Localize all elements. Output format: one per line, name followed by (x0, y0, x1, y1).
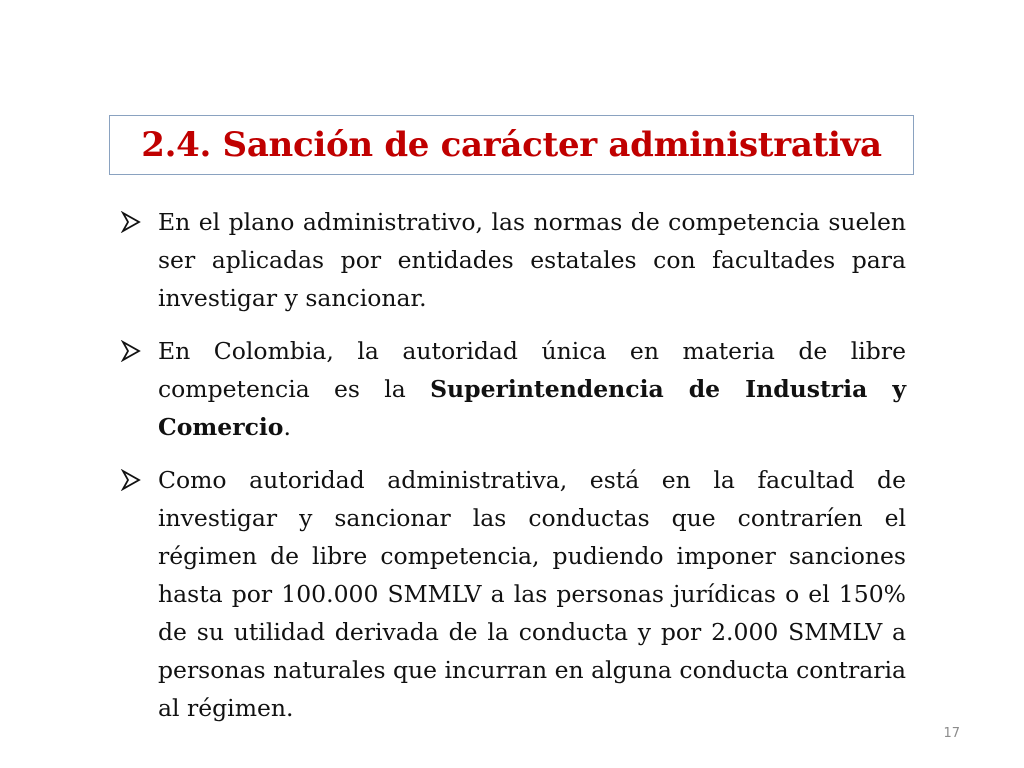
bullet-item (120, 332, 906, 446)
slide-number: 17 (943, 726, 960, 741)
title-box (109, 115, 914, 175)
arrow-bullet-icon (120, 469, 142, 491)
bullet-text-part: En Colombia, la autoridad única en materia de libre competencia es la (158, 337, 906, 403)
bullet-list (120, 203, 906, 742)
bold-entity-name: Superintendencia de Industria y Comercio (158, 375, 906, 441)
bullet-text: Como autoridad administrativa, está en la facultad de investigar y sancionar las conductas que contraríen el régimen de libre competencia, pudiendo imponer sanciones hasta por 100.000 SMMLV a las personas jurídicas o el 150% de su utilidad derivada de la conducta y por 2.000 SMMLV a personas naturales que incurran en alguna conducta contraria al régimen. (158, 466, 907, 722)
bullet-item (120, 203, 906, 317)
arrow-bullet-icon (120, 340, 142, 362)
slide-title: 2.4. Sanción de carácter administrativa (141, 125, 882, 165)
bullet-text (158, 332, 906, 446)
bullet-text: En el plano administrativo, las normas de competencia suelen ser aplicadas por entidades estatales con facultades para investigar y sancionar. (158, 208, 906, 312)
arrow-bullet-icon (120, 211, 142, 233)
bullet-item (120, 461, 906, 727)
bullet-text-part: . (283, 413, 291, 441)
